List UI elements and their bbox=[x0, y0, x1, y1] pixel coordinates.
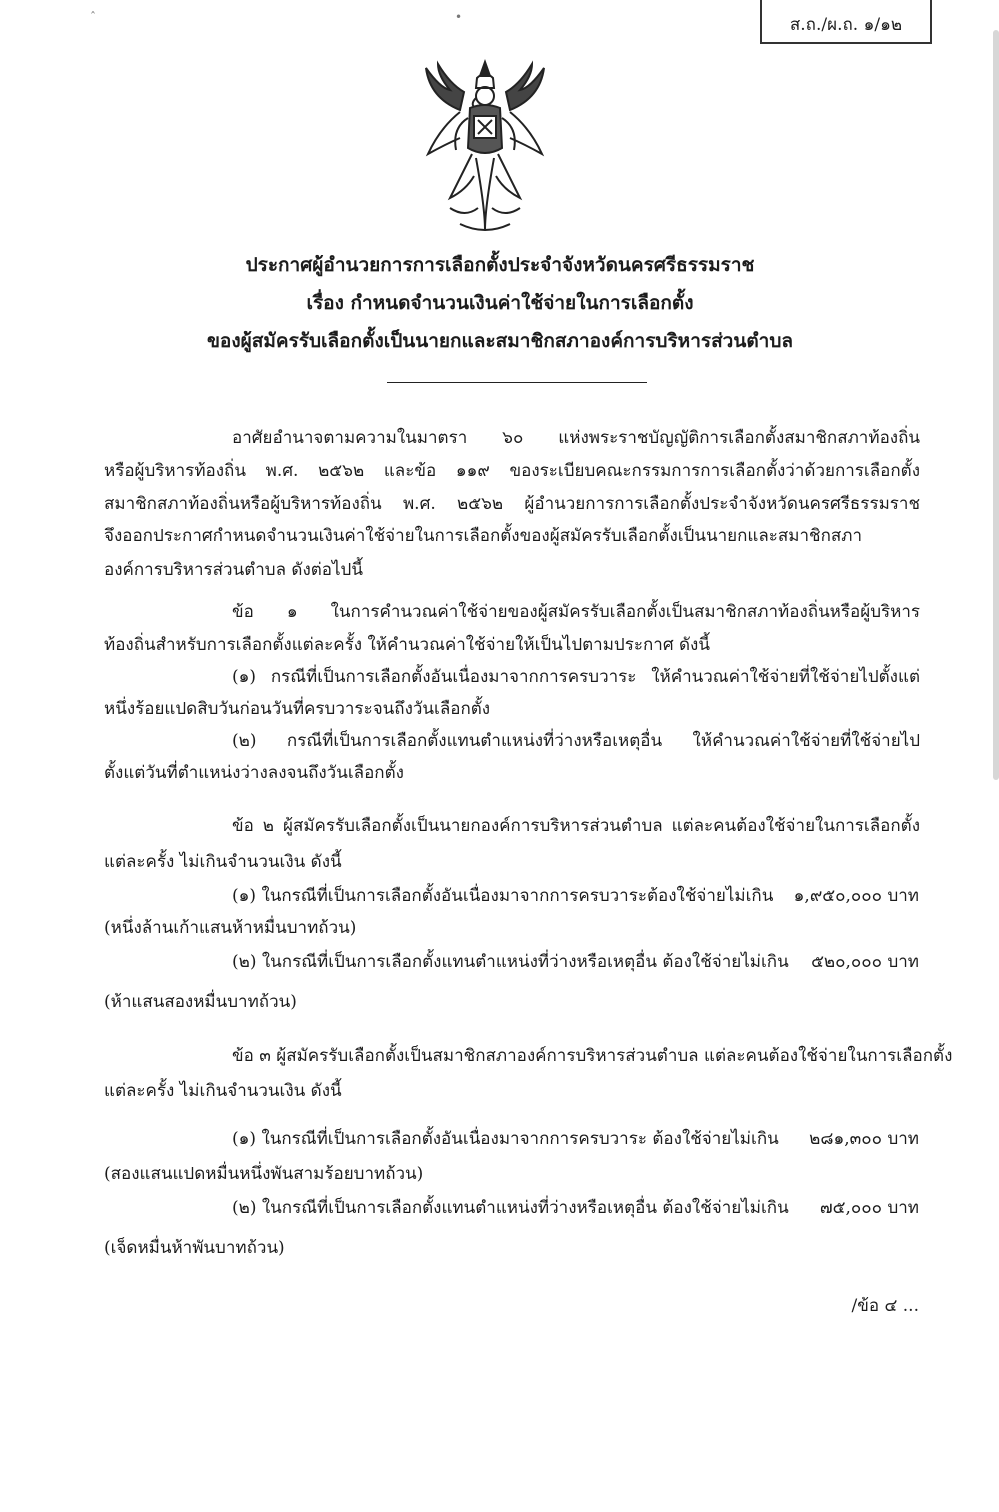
clause-3-item-2: (๒) ในกรณีที่เป็นการเลือกตั้งแทนตำแหน่งที่ว่างหรือเหตุอื่น ต้องใช้จ่ายไม่เกิน bbox=[232, 1198, 789, 1218]
clause-1-item: (๒) กรณีที่เป็นการเลือกตั้งแทนตำแหน่งที่ว่างหรือเหตุอื่น ให้คำนวณค่าใช้จ่ายที่ใช้จ่ายไป bbox=[232, 731, 920, 751]
clause-1-line: ท้องถิ่นสำหรับการเลือกตั้งแต่ละครั้ง ให้คำนวณค่าใช้จ่ายให้เป็นไปตามประกาศ ดังนี้ bbox=[104, 635, 710, 655]
preamble-line: หรือผู้บริหารท้องถิ่น พ.ศ. ๒๕๖๒ และข้อ ๑๑๙ ของระเบียบคณะกรรมการการเลือกตั้งว่าด้วยการเลือกตั้ง bbox=[104, 461, 920, 481]
clause-3-item-1-words: (สองแสนแปดหมื่นหนึ่งพันสามร้อยบาทถ้วน) bbox=[104, 1164, 424, 1184]
clause-3-line: แต่ละครั้ง ไม่เกินจำนวนเงิน ดังนี้ bbox=[104, 1081, 342, 1101]
clause-1-line: หนึ่งร้อยแปดสิบวันก่อนวันที่ครบวาระจนถึงวันเลือกตั้ง bbox=[104, 699, 491, 719]
form-code: ส.ถ./ผ.ถ. ๑/๑๒ bbox=[760, 0, 932, 44]
clause-3-item-2-words: (เจ็ดหมื่นห้าพันบาทถ้วน) bbox=[104, 1238, 285, 1258]
preamble-line: สมาชิกสภาท้องถิ่นหรือผู้บริหารท้องถิ่น พ.ศ. ๒๕๖๒ ผู้อำนวยการการเลือกตั้งประจำจังหวัดนครศรีธรรมราช bbox=[104, 494, 920, 514]
clause-3-item-1: (๑) ในกรณีที่เป็นการเลือกตั้งอันเนื่องมาจากการครบวาระ ต้องใช้จ่ายไม่เกิน bbox=[232, 1129, 779, 1149]
clause-2-item-1: (๑) ในกรณีที่เป็นการเลือกตั้งอันเนื่องมาจากการครบวาระต้องใช้จ่ายไม่เกิน bbox=[232, 886, 774, 906]
clause-1-line: ตั้งแต่วันที่ตำแหน่งว่างลงจนถึงวันเลือกตั้ง bbox=[104, 763, 404, 783]
clause-2-item-1-words: (หนึ่งล้านเก้าแสนห้าหมื่นบาทถ้วน) bbox=[104, 918, 357, 938]
scan-speck: • bbox=[455, 10, 463, 24]
preamble-line: จึงออกประกาศกำหนดจำนวนเงินค่าใช้จ่ายในการเลือกตั้งของผู้สมัครรับเลือกตั้งเป็นนายกและสมาชิกสภา bbox=[104, 526, 862, 546]
clause-1-item: (๑) กรณีที่เป็นการเลือกตั้งอันเนื่องมาจากการครบวาระ ให้คำนวณค่าใช้จ่ายที่ใช้จ่ายไปตั้งแต่ bbox=[232, 667, 920, 687]
clause-2-item-2-amount: ๕๒๐,๐๐๐ บาท bbox=[811, 952, 919, 972]
scrollbar[interactable] bbox=[993, 30, 999, 780]
clause-2-line: ข้อ ๒ ผู้สมัครรับเลือกตั้งเป็นนายกองค์การบริหารส่วนตำบล แต่ละคนต้องใช้จ่ายในการเลือกตั้ง bbox=[232, 816, 920, 836]
preamble-line: องค์การบริหารส่วนตำบล ดังต่อไปนี้ bbox=[104, 560, 363, 580]
garuda-emblem-icon bbox=[420, 58, 550, 236]
clause-3-item-1-amount: ๒๘๑,๓๐๐ บาท bbox=[809, 1129, 919, 1149]
clause-3-line: ข้อ ๓ ผู้สมัครรับเลือกตั้งเป็นสมาชิกสภาองค์การบริหารส่วนตำบล แต่ละคนต้องใช้จ่ายในการเลือกตั้ง bbox=[232, 1046, 953, 1066]
clause-2-item-1-amount: ๑,๙๕๐,๐๐๐ บาท bbox=[793, 886, 919, 906]
clause-2-item-2-words: (ห้าแสนสองหมื่นบาทถ้วน) bbox=[104, 992, 297, 1012]
clause-1-line: ข้อ ๑ ในการคำนวณค่าใช้จ่ายของผู้สมัครรับเลือกตั้งเป็นสมาชิกสภาท้องถิ่นหรือผู้บริหาร bbox=[232, 602, 920, 622]
clause-2-line: แต่ละครั้ง ไม่เกินจำนวนเงิน ดังนี้ bbox=[104, 852, 342, 872]
preamble-line: อาศัยอำนาจตามความในมาตรา ๖๐ แห่งพระราชบัญญัติการเลือกตั้งสมาชิกสภาท้องถิ่น bbox=[232, 428, 920, 448]
scan-speck: ˆ bbox=[90, 10, 96, 24]
title-line-2: เรื่อง กำหนดจำนวนเงินค่าใช้จ่ายในการเลือกตั้ง bbox=[306, 292, 694, 314]
title-divider bbox=[387, 382, 647, 383]
clause-2-item-2: (๒) ในกรณีที่เป็นการเลือกตั้งแทนตำแหน่งที่ว่างหรือเหตุอื่น ต้องใช้จ่ายไม่เกิน bbox=[232, 952, 789, 972]
title-line-3: ของผู้สมัครรับเลือกตั้งเป็นนายกและสมาชิกสภาองค์การบริหารส่วนตำบล bbox=[206, 330, 794, 352]
clause-3-item-2-amount: ๗๕,๐๐๐ บาท bbox=[819, 1198, 919, 1218]
continuation-marker: /ข้อ ๔ ... bbox=[851, 1296, 919, 1316]
title-line-1: ประกาศผู้อำนวยการการเลือกตั้งประจำจังหวัดนครศรีธรรมราช bbox=[245, 254, 755, 276]
